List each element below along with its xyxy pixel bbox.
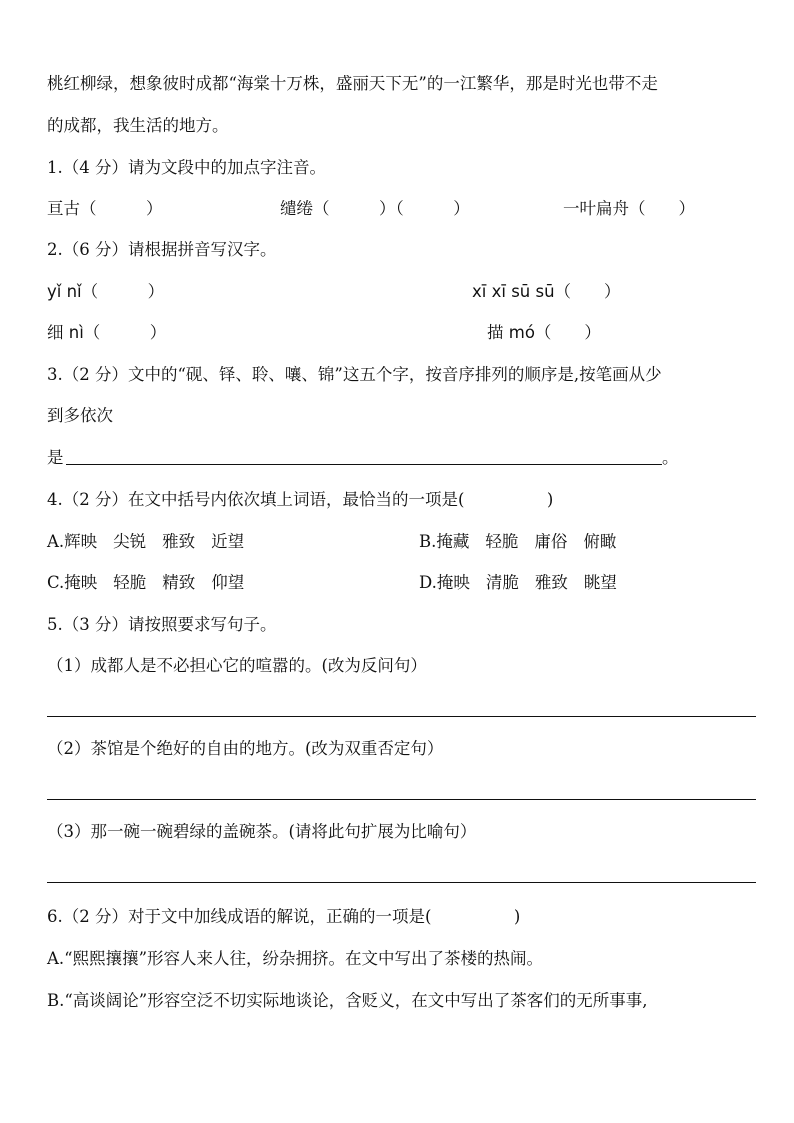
q5-answer-line-2[interactable] <box>47 799 756 800</box>
option-label: C. <box>47 573 65 592</box>
q1-item-gengu: 亘古（ ） <box>47 199 163 218</box>
q4-option-c[interactable] <box>47 571 260 595</box>
option-word: 仰望 <box>211 573 245 592</box>
q4-option-d[interactable] <box>419 571 633 595</box>
question-2-stem: 2.（6 分）请根据拼音写汉字。 <box>47 240 277 259</box>
q4-option-b[interactable] <box>419 530 632 554</box>
q2-item-miaomo: 描 mó（ ） <box>487 323 601 342</box>
option-word: 庸俗 <box>534 532 568 551</box>
question-3-stem-cont: 到多依次 <box>47 406 113 425</box>
q3-answer-blank[interactable] <box>66 464 662 465</box>
q5-answer-line-3[interactable] <box>47 882 756 883</box>
option-word: 清脆 <box>485 573 519 592</box>
option-label: B. <box>419 532 437 551</box>
q5-sentence-1: （1）成都人是不必担心它的喧嚣的。(改为反问句） <box>47 656 427 675</box>
question-4-stem: 4.（2 分）在文中括号内依次填上词语，最恰当的一项是( ) <box>47 490 554 509</box>
option-word: 近望 <box>211 532 245 551</box>
passage-line-1: 桃红柳绿，想象彼时成都“海棠十万株，盛丽天下无”的一江繁华，那是时光也带不走 <box>47 74 658 93</box>
q6-option-b[interactable]: B.“高谈阔论”形容空泛不切实际地谈论，含贬义，在文中写出了茶客们的无所事事, <box>47 991 648 1010</box>
option-word: 眺望 <box>583 573 617 592</box>
q5-answer-line-1[interactable] <box>47 716 756 717</box>
option-word: 精致 <box>162 573 196 592</box>
option-word: 轻脆 <box>485 532 519 551</box>
question-1-stem: 1.（4 分）请为文段中的加点字注音。 <box>47 158 326 177</box>
q5-sentence-3: （3）那一碗一碗碧绿的盖碗茶。(请将此句扩展为比喻句） <box>47 822 477 841</box>
q2-item-xini: 细 nì（ ） <box>47 323 167 342</box>
option-word: 雅致 <box>534 573 568 592</box>
option-label: A. <box>47 532 65 551</box>
option-word: 俯瞰 <box>583 532 617 551</box>
option-word: 辉映 <box>64 532 98 551</box>
option-word: 掩映 <box>436 573 470 592</box>
option-word: 轻脆 <box>113 573 147 592</box>
question-5-stem: 5.（3 分）请按照要求写句子。 <box>47 615 277 634</box>
option-word: 掩藏 <box>436 532 470 551</box>
q1-item-qianquan: 缱绻（ ）（ ） <box>280 199 470 218</box>
q4-option-a[interactable] <box>47 530 260 554</box>
q3-answer-prefix: 是 <box>47 448 64 467</box>
option-label: D. <box>419 573 437 592</box>
q6-option-a[interactable]: A.“熙熙攘攘”形容人来人往，纷杂拥挤。在文中写出了茶楼的热闹。 <box>47 949 544 968</box>
q2-item-yini: yǐ nǐ（ ） <box>47 282 165 301</box>
question-3-stem: 3.（2 分）文中的“砚、铎、聆、嚷、锦”这五个字，按音序排列的顺序是,按笔画从少 <box>47 365 662 384</box>
option-word: 尖锐 <box>113 532 147 551</box>
passage-line-2: 的成都，我生活的地方。 <box>47 116 229 135</box>
q3-answer-suffix: 。 <box>662 448 679 467</box>
option-word: 掩映 <box>64 573 98 592</box>
question-6-stem: 6.（2 分）对于文中加线成语的解说，正确的一项是( ) <box>47 907 521 926</box>
q2-item-xixisusu: xī xī sū sū（ ） <box>472 282 621 301</box>
q5-sentence-2: （2）茶馆是个绝好的自由的地方。(改为双重否定句） <box>47 739 444 758</box>
option-word: 雅致 <box>162 532 196 551</box>
q1-item-bianzhou: 一叶扁舟（ ） <box>563 199 695 218</box>
